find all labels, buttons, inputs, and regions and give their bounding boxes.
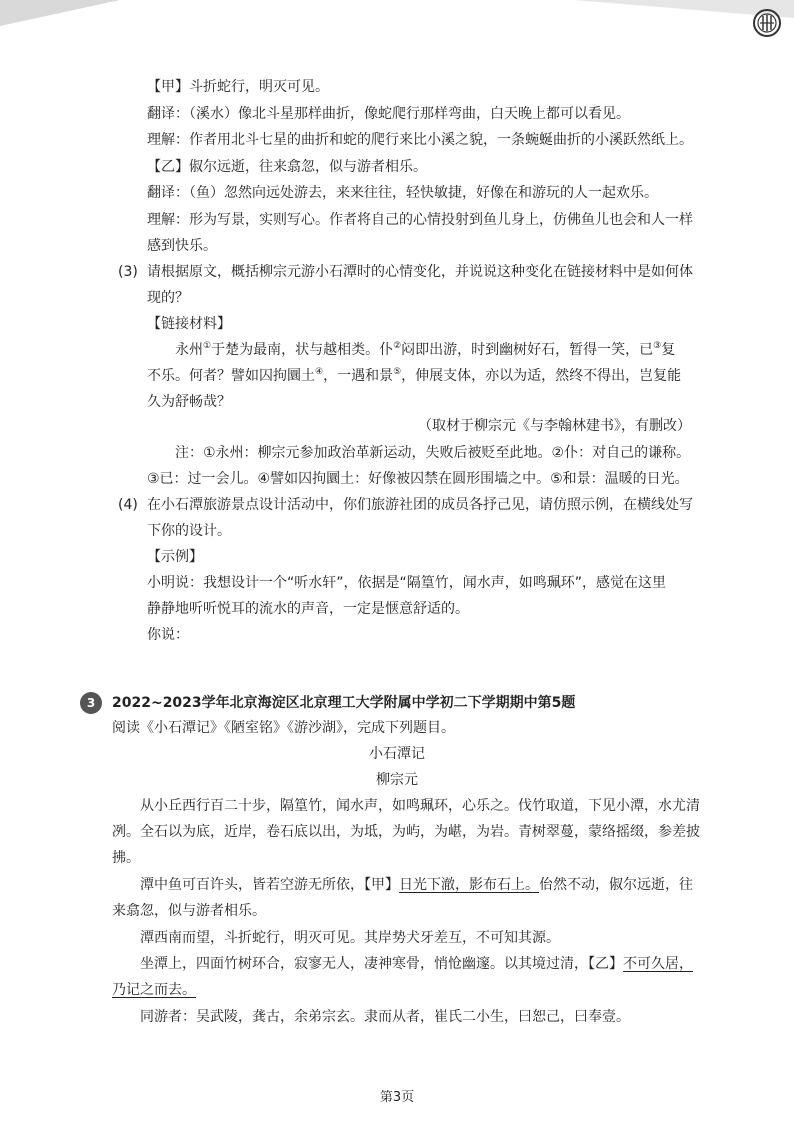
underlined-jia-sentence: 日光下澈，影布石上。	[399, 877, 539, 893]
paragraph-1-line-3: 拂。	[112, 850, 140, 866]
yi-line: 【乙】俶尔远逝，往来翕忽，似与游者相乐。	[147, 159, 427, 175]
q3-number: (3)	[118, 264, 138, 280]
material-line-3: 久为舒畅哉？	[147, 394, 231, 410]
jia-understanding: 理解：作者用北斗七星的曲折和蛇的爬行来比小溪之貌，一条蜿蜒曲折的小溪跃然纸上。	[147, 132, 693, 148]
notes-line-2: ③已：过一会儿。④譬如囚拘圜土：好像被囚禁在圆形围墙之中。⑤和景：温暖的日光。	[147, 471, 689, 487]
q4-text: 在小石潭旅游景点设计活动中，你们旅游社团的成员各抒己见，请仿照示例，在横线处写	[147, 497, 693, 513]
jia-translation: 翻译：（溪水）像北斗星那样曲折，像蛇爬行那样弯曲，白天晚上都可以看见。	[147, 106, 630, 122]
paragraph-5: 同游者：吴武陵，龚古，余弟宗玄。隶而从者，崔氏二小生，曰恕己，曰奉壹。	[140, 1009, 630, 1025]
paragraph-4-line-1: 坐潭上，四面竹树环合，寂寥无人，凄神寒骨，悄怆幽邃。以其境过清，【乙】不可久居，	[140, 956, 693, 972]
paragraph-4-line-2	[112, 980, 196, 1000]
q4-number: (4)	[118, 497, 138, 513]
material-source: （取材于柳宗元《与李翰林建书》，有删改）	[418, 418, 691, 434]
paragraph-1-line-2: 冽。全石以为底，近岸，卷石底以出，为坻，为屿，为嵁，为岩。青树翠蔓，蒙络摇缀，参差披	[112, 824, 700, 840]
q3-text-cont: 现的？	[147, 290, 189, 306]
paragraph-2-line-1: 潭中鱼可百许头，皆若空游无所依，【甲】日光下澈，影布石上。佁然不动，俶尔远逝，往	[140, 877, 693, 893]
example-label: 【示例】	[147, 549, 203, 565]
notes-line-1: 注：①永州：柳宗元参加政治革新运动，失败后被贬至此地。②仆：对自己的谦称。	[175, 445, 691, 461]
example-line-1: 小明说：我想设计一个“听水轩”，依据是“隔篁竹，闻水声，如鸣珮环”，感觉在这里	[147, 575, 667, 591]
paragraph-2-line-2: 来翕忽，似与游者相乐。	[112, 903, 266, 919]
paragraph-1-line-1: 从小丘西行百二十步，隔篁竹，闻水声，如鸣珮环，心乐之。伐竹取道，下见小潭，水尤清	[140, 798, 700, 814]
material-label: 【链接材料】	[147, 316, 231, 332]
underlined-yi-sentence: 不可久居，	[623, 956, 693, 972]
corner-decoration-left	[0, 0, 120, 26]
q4-text-cont: 下你的设计。	[147, 523, 231, 539]
essay-title: 小石潭记	[369, 746, 425, 762]
question-title: 2022~2023学年北京海淀区北京理工大学附属中学初二下学期期中第5题	[112, 695, 576, 711]
underlined-yi-sentence-cont: 乃记之而去。	[112, 982, 196, 998]
jia-line: 【甲】斗折蛇行，明灭可见。	[147, 79, 329, 95]
reading-instruction: 阅读《小石潭记》《陋室铭》《游沙湖》，完成下列题目。	[112, 720, 455, 736]
paragraph-3: 潭西南而望，斗折蛇行，明灭可见。其岸势犬牙差互，不可知其源。	[140, 930, 560, 946]
school-emblem-icon	[752, 8, 782, 38]
question-number-badge: 3	[80, 692, 102, 714]
page-number: 第3页	[379, 1090, 415, 1105]
material-line-2: 不乐。何者？譬如囚拘圜土④，一遇和景⑤，伸展支体，亦以为适，然终不得出，岂复能	[147, 367, 682, 384]
essay-author: 柳宗元	[376, 772, 418, 788]
yi-understanding-cont: 感到快乐。	[147, 238, 217, 254]
yi-understanding: 理解：形为写景，实则写心。作者将自己的心情投射到鱼儿身上，仿佛鱼儿也会和人一样	[147, 212, 693, 228]
you-say-label: 你说：	[147, 627, 189, 643]
material-line-1: 永州①于楚为最南，状与越相类。仆②闷即出游，时到幽树好石，暂得一笑，已③复	[175, 341, 676, 358]
yi-translation: 翻译：（鱼）忽然向远处游去，来来往往，轻快敏捷，好像在和游玩的人一起欢乐。	[147, 185, 658, 201]
example-line-2: 静静地听听悦耳的流水的声音，一定是惬意舒适的。	[147, 601, 469, 617]
q3-text: 请根据原文，概括柳宗元游小石潭时的心情变化，并说说这种变化在链接材料中是如何体	[147, 264, 693, 280]
